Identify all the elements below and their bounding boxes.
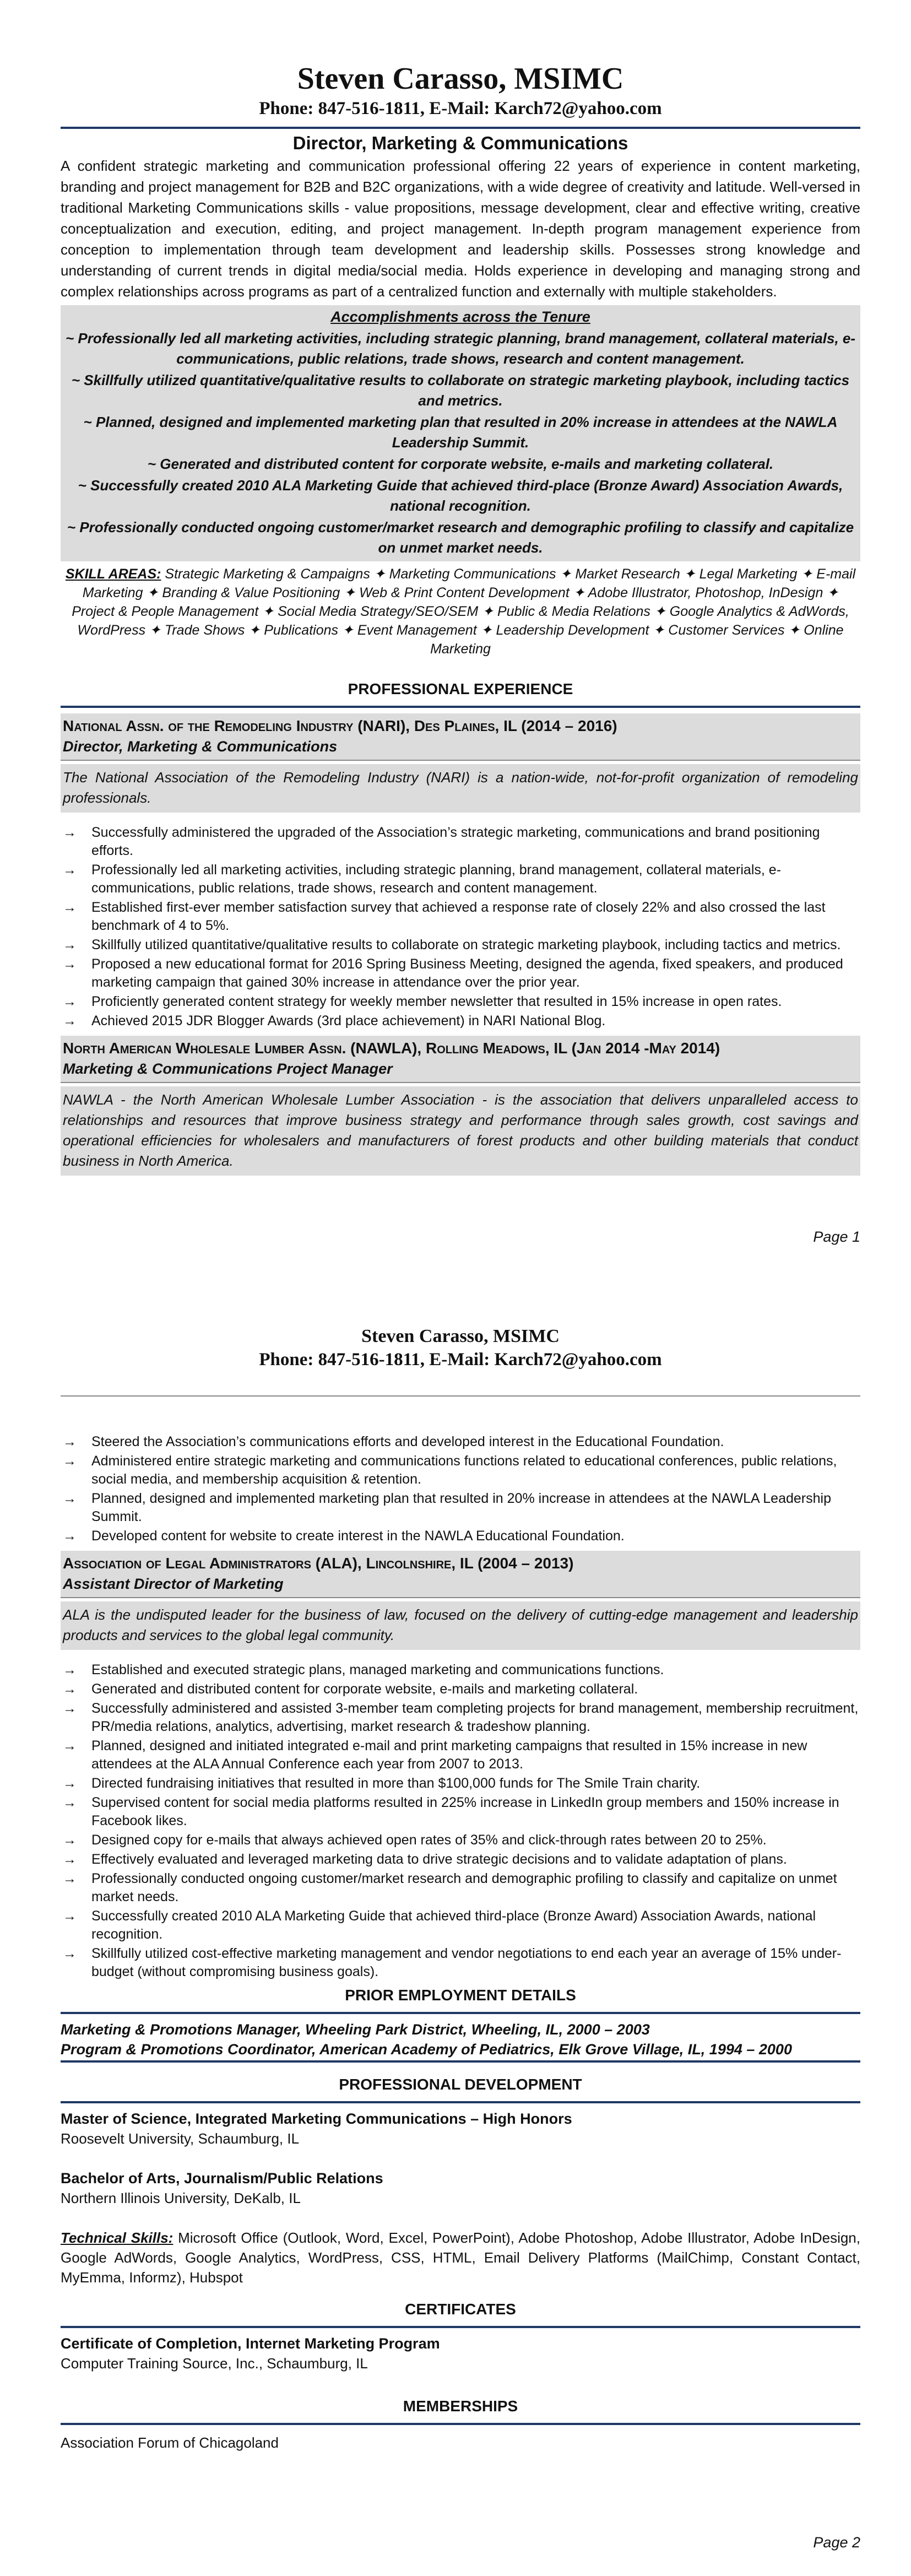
arrow-icon: → [63, 956, 77, 972]
accomplishment-item: ~ Generated and distributed content for corporate website, e-mails and marketing collateral. [147, 456, 774, 472]
arrow-icon: → [63, 1795, 77, 1810]
arrow-icon: → [63, 1662, 77, 1677]
list-item: → Directed fundraising initiatives that resulted in more than $100,000 funds for The Smile Train charity. [61, 1774, 860, 1793]
memberships-heading: MEMBERSHIPS [403, 2398, 518, 2415]
certificates-heading: CERTIFICATES [405, 2301, 516, 2318]
page-number: Page 1 [813, 1229, 860, 1245]
list-item: → Skillfully utilized cost-effective marketing management and vendor negotiations to end each year an average of 15% under-budget (without compromising business goals). [63, 1946, 842, 1979]
ala-bullets [61, 1661, 860, 1981]
job-role: Assistant Director of Marketing [63, 1576, 284, 1592]
arrow-icon: → [63, 1434, 77, 1449]
certificate-title: Certificate of Completion, Internet Marketing Program [61, 2335, 440, 2352]
list-item: → Professionally led all marketing activities, including strategic planning, brand management, collateral materials, e-communications, public relations, trade shows, research and content management. [63, 862, 782, 896]
arrow-icon: → [63, 1013, 77, 1029]
arrow-icon: → [63, 1528, 77, 1544]
job-header-nari [61, 713, 860, 760]
contact-line: Phone: 847-516-1811, E-Mail: Karch72@yahoo.com [259, 99, 662, 118]
job-organization: Association of Legal Administrators (ALA), Lincolnshire, IL (2004 – 2013) [63, 1555, 574, 1572]
arrow-icon: → [63, 1908, 77, 1924]
section-divider [61, 2012, 860, 2014]
arrow-icon: → [63, 994, 77, 1009]
experience-heading: PROFESSIONAL EXPERIENCE [348, 680, 573, 697]
org-description: The National Association of the Remodeling Industry (NARI) is a nation-wide, not-for-profit organization of remodeling professionals. [61, 764, 860, 813]
job-divider [61, 1082, 860, 1083]
certificate-entry [61, 2334, 860, 2373]
nawla-bullets [61, 1433, 860, 1545]
degree: Master of Science, Integrated Marketing Communications – High Honors [61, 2110, 572, 2127]
section-divider [61, 2423, 860, 2425]
job-role: Marketing & Communications Project Manager [63, 1060, 393, 1077]
list-item: → Planned, designed and initiated integrated e-mail and print marketing campaigns that resulted in 15% increase in new attendees at the ALA Annual Conference each year from 2007 to 2013. [63, 1738, 807, 1772]
arrow-icon: → [63, 1453, 77, 1469]
arrow-icon: → [63, 1681, 77, 1697]
list-item: → Administered entire strategic marketing and communications functions related to educational conferences, public relations, social media, and membership acquisition & retention. [63, 1453, 837, 1487]
list-item: → Successfully created 2010 ALA Marketing Guide that achieved third-place (Bronze Award) Association Awards, national recognition. [63, 1908, 816, 1942]
contact-line: Phone: 847-516-1811, E-Mail: Karch72@yahoo.com [259, 1350, 662, 1370]
list-item: → Achieved 2015 JDR Blogger Awards (3rd place achievement) in NARI National Blog. [61, 1012, 860, 1030]
list-item: → Designed copy for e-mails that always achieved open rates of 35% and click-through rates between 20 to 25%. [61, 1831, 860, 1849]
accomplishment-item: ~ Professionally led all marketing activities, including strategic planning, brand management, collateral materials, e-communications, public relations, trade shows, research and content management. [65, 330, 856, 367]
org-description: NAWLA - the North American Wholesale Lumber Association - is the association that delivers unparalleled access to relationships and resources that improve business strategy and performance through sales growth, cost savings and operational efficiencies for wholesalers and manufacturers of forest products and other building materials that conduct business in North America. [61, 1086, 860, 1176]
list-item: → Proposed a new educational format for 2016 Spring Business Meeting, designed the agenda, fixed speakers, and produced marketing campaign that gained 30% increase in attendance over the prior year. [63, 956, 843, 990]
list-item: → Proficiently generated content strategy for weekly member newsletter that resulted in 15% increase in open rates. [61, 993, 860, 1011]
technical-skills [61, 2228, 860, 2287]
prior-employment-list [61, 2020, 860, 2059]
accomplishments-box [61, 305, 860, 561]
resume-page-2 [0, 1295, 911, 2576]
arrow-icon: → [63, 900, 77, 915]
job-role: Director, Marketing & Communications [63, 738, 338, 755]
arrow-icon: → [63, 1738, 77, 1754]
arrow-icon: → [63, 862, 77, 878]
page-number: Page 2 [813, 2534, 860, 2551]
school: Northern Illinois University, DeKalb, IL [61, 2190, 301, 2206]
target-title: Director, Marketing & Communications [292, 133, 628, 153]
list-item: → Skillfully utilized quantitative/qualitative results to collaborate on strategic marketing playbook, including tactics and metrics. [61, 936, 860, 954]
accomplishment-item: ~ Skillfully utilized quantitative/qualitative results to collaborate on strategic marketing playbook, including tactics and metrics. [71, 372, 850, 409]
job-header-nawla [61, 1036, 860, 1082]
arrow-icon: → [63, 1871, 77, 1886]
list-item: → Successfully administered the upgraded of the Association’s strategic marketing, communications and brand positioning efforts. [63, 825, 820, 858]
skill-areas [61, 565, 860, 658]
header-divider [61, 127, 860, 129]
job-divider [61, 1597, 860, 1598]
list-item: → Steered the Association’s communications efforts and developed interest in the Educational Foundation. [61, 1433, 860, 1451]
accomplishment-item: ~ Professionally conducted ongoing customer/market research and demographic profiling to classify and capitalize on unmet market needs. [67, 519, 854, 556]
org-description: ALA is the undisputed leader for the business of law, focused on the delivery of cutting-edge management and leadership products and services to the global legal community. [61, 1601, 860, 1650]
resume-page-1 [0, 0, 911, 1278]
education-entry [61, 2109, 860, 2149]
list-item: → Effectively evaluated and leveraged marketing data to drive strategic decisions and to validate adaptation of plans. [61, 1850, 860, 1869]
prior-job: Marketing & Promotions Manager, Wheeling Park District, Wheeling, IL, 2000 – 2003 [61, 2021, 650, 2038]
accomplishment-item: ~ Planned, designed and implemented marketing plan that resulted in 20% increase in attendees at the NAWLA Leadership Summit. [83, 414, 838, 451]
list-item: → Established first-ever member satisfaction survey that achieved a response rate of closely 22% and also crossed the last benchmark of 4 to 5%. [63, 900, 826, 933]
arrow-icon: → [63, 937, 77, 953]
arrow-icon: → [63, 1852, 77, 1867]
certificate-org: Computer Training Source, Inc., Schaumburg, IL [61, 2355, 368, 2372]
arrow-icon: → [63, 1946, 77, 1961]
section-divider [61, 706, 860, 708]
arrow-icon: → [63, 1832, 77, 1848]
section-divider [61, 2326, 860, 2328]
list-item: → Established and executed strategic plans, managed marketing and communications functions. [61, 1661, 860, 1679]
section-divider [61, 2060, 860, 2063]
list-item: → Developed content for website to create interest in the NAWLA Educational Foundation. [61, 1527, 860, 1545]
nari-bullets [61, 824, 860, 1030]
membership-item: Association Forum of Chicagoland [61, 2434, 279, 2451]
job-divider [61, 760, 860, 761]
accomplishments-heading: Accomplishments across the Tenure [330, 309, 590, 325]
candidate-name: Steven Carasso, MSIMC [361, 1326, 560, 1346]
arrow-icon: → [63, 825, 77, 840]
list-item: → Generated and distributed content for corporate website, e-mails and marketing collateral. [61, 1680, 860, 1698]
summary-paragraph: A confident strategic marketing and communication professional offering 22 years of experience in content marketing, branding and project management for B2B and B2C organizations, with a wide degree of creativity and latitude. Well-versed in traditional Marketing Communications skills - value propositions, message development, clear and effective writing, creative conceptualization and execution, editing, and project management. In-depth program management experience from conception to implementation through team development and leadership skills. Possesses strong knowledge and understanding of current trends in digital media/social media. Holds experience in developing and managing strong and complex relationships across programs as part of a centralized function and externally with multiple stakeholders. [61, 158, 860, 300]
candidate-name: Steven Carasso, MSIMC [297, 62, 624, 96]
header-divider [61, 1395, 860, 1397]
skill-areas-list: Strategic Marketing & Campaigns ✦ Marketing Communications ✦ Market Research ✦ Legal Marketing ✦ E-mail Marketing ✦ Branding & Value Positioning ✦ Web & Print Content Development ✦ Adobe Illustrator, Photoshop, InDesign ✦ Project & People Management ✦ Social Media Strategy/SEO/SEM ✦ Public & Media Relations ✦ Google Analytics & AdWords, WordPress ✦ Trade Shows ✦ Publications ✦ Event Management ✦ Leadership Development ✦ Customer Services ✦ Online Marketing [72, 566, 856, 657]
degree: Bachelor of Arts, Journalism/Public Relations [61, 2170, 383, 2187]
arrow-icon: → [63, 1776, 77, 1791]
accomplishment-item: ~ Successfully created 2010 ALA Marketing Guide that achieved third-place (Bronze Award) Association Awards, national recognition. [78, 477, 843, 514]
school: Roosevelt University, Schaumburg, IL [61, 2130, 300, 2147]
job-organization: National Assn. of the Remodeling Industry (NARI), Des Plaines, IL (2014 – 2016) [63, 717, 617, 734]
education-entry [61, 2168, 860, 2208]
technical-skills-label: Technical Skills: [61, 2229, 173, 2246]
technical-skills-list: Microsoft Office (Outlook, Word, Excel, PowerPoint), Adobe Photoshop, Adobe Illustrator, Adobe InDesign, Google AdWords, Google Analytics, WordPress, CSS, HTML, Email Delivery Platforms (MailChimp, Constant Contact, MyEmma, Informz), Hubspot [61, 2229, 860, 2286]
job-header-ala [61, 1551, 860, 1597]
arrow-icon: → [63, 1701, 77, 1716]
prior-employment-heading: PRIOR EMPLOYMENT DETAILS [345, 1987, 576, 2004]
list-item: → Supervised content for social media platforms resulted in 225% increase in LinkedIn group members and 150% increase in Facebook likes. [63, 1795, 839, 1828]
skill-areas-label: SKILL AREAS: [65, 566, 161, 582]
list-item: → Professionally conducted ongoing customer/market research and demographic profiling to classify and capitalize on unmet market needs. [63, 1871, 837, 1904]
prior-job: Program & Promotions Coordinator, American Academy of Pediatrics, Elk Grove Village, IL, 1994 – 2000 [61, 2041, 792, 2058]
list-item: → Planned, designed and implemented marketing plan that resulted in 20% increase in attendees at the NAWLA Leadership Summit. [63, 1491, 831, 1524]
job-organization: North American Wholesale Lumber Assn. (NAWLA), Rolling Meadows, IL (Jan 2014 -May 2014) [63, 1040, 720, 1057]
development-heading: PROFESSIONAL DEVELOPMENT [339, 2076, 582, 2093]
arrow-icon: → [63, 1491, 77, 1506]
list-item: → Successfully administered and assisted 3-member team completing projects for brand management, membership recruitment, PR/media relations, analytics, advertising, market research & tradeshow planning. [63, 1701, 859, 1734]
section-divider [61, 2101, 860, 2103]
